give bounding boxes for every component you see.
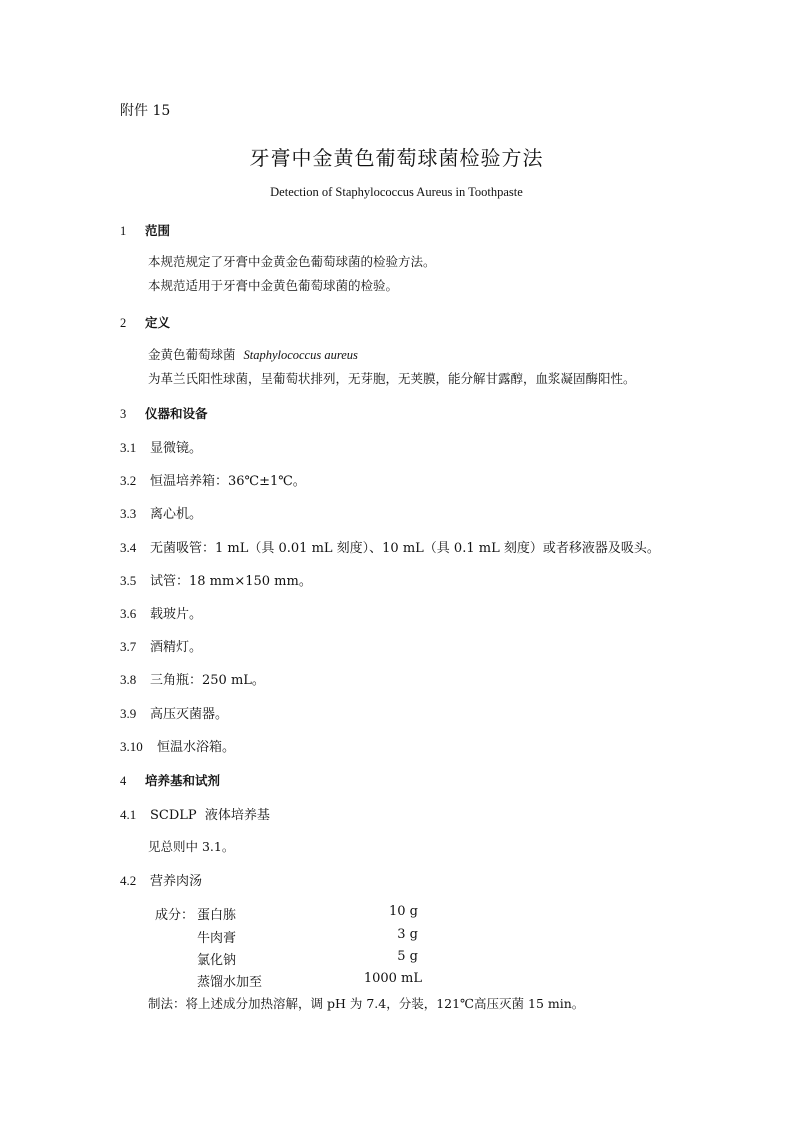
ingredient-name: 蒸馏水加至 xyxy=(197,975,263,990)
section-title: 仪器和设备 xyxy=(145,406,208,421)
item-number: 3.7 xyxy=(120,639,137,654)
equipment-item xyxy=(120,703,228,722)
section-title: 范围 xyxy=(145,223,171,238)
document-subtitle: Detection of Staphylococcus Aureus in Toothpaste xyxy=(270,185,523,199)
section-title: 定义 xyxy=(145,315,171,330)
subsection-4-1-heading xyxy=(120,804,270,823)
ingredients-label: 成分： xyxy=(155,908,195,923)
item-number: 3.4 xyxy=(120,540,137,555)
equipment-item xyxy=(120,636,202,655)
ingredient-amount: 1000 mL xyxy=(363,971,422,986)
preparation-method: 制法：将上述成分加热溶解，调 pH 为 7.4，分装，121℃高压灭菌 15 min。 xyxy=(148,996,585,1011)
section-number: 3 xyxy=(120,407,127,421)
section-number: 2 xyxy=(120,316,127,330)
item-text: 营养肉汤 xyxy=(150,874,203,889)
equipment-item xyxy=(120,470,306,489)
item-text: 恒温培养箱：36℃±1℃。 xyxy=(150,474,306,489)
item-number: 3.6 xyxy=(120,606,137,621)
section-number: 4 xyxy=(120,774,127,788)
definition-text: 为革兰氏阳性球菌，呈葡萄状排列，无芽胞，无荚膜，能分解甘露醇，血浆凝固酶阳性。 xyxy=(148,371,636,386)
item-text: 恒温水浴箱。 xyxy=(157,740,236,755)
equipment-item xyxy=(120,537,660,556)
item-text: 三角瓶：250 mL。 xyxy=(150,673,265,688)
scope-paragraph-2: 本规范适用于牙膏中金黄色葡萄球菌的检验。 xyxy=(148,278,399,293)
ingredient-name: 氯化钠 xyxy=(197,953,237,968)
item-number: 3.5 xyxy=(120,573,137,588)
item-number: 3.10 xyxy=(120,739,143,754)
ingredient-name: 蛋白胨 xyxy=(197,908,237,923)
section-1-heading xyxy=(120,221,170,239)
item-number: 3.8 xyxy=(120,672,137,687)
item-number: 4.2 xyxy=(120,873,137,888)
item-text: 高压灭菌器。 xyxy=(150,707,229,722)
subsection-4-1-body: 见总则中 3.1。 xyxy=(148,839,235,854)
item-number: 3.1 xyxy=(120,440,137,455)
definition-term xyxy=(148,345,358,363)
section-title: 培养基和试剂 xyxy=(145,773,221,788)
item-text: 酒精灯。 xyxy=(150,640,203,655)
equipment-item xyxy=(120,736,235,755)
section-number: 1 xyxy=(120,224,127,238)
annex-label: 附件 15 xyxy=(120,103,171,119)
equipment-item xyxy=(120,603,202,622)
ingredient-name: 牛肉膏 xyxy=(197,931,237,946)
subsection-4-2-heading xyxy=(120,870,202,889)
scope-paragraph-1: 本规范规定了牙膏中金黄金色葡萄球菌的检验方法。 xyxy=(148,254,436,269)
document-title: 牙膏中金黄色葡萄球菌检验方法 xyxy=(249,146,544,170)
item-text: 试管：18 mm×150 mm。 xyxy=(150,574,312,589)
ingredient-amount: 3 g xyxy=(397,927,418,942)
equipment-item xyxy=(120,669,265,688)
term-latin: Staphylococcus aureus xyxy=(243,348,358,362)
item-number: 3.2 xyxy=(120,473,137,488)
equipment-item xyxy=(120,503,202,522)
item-number: 4.1 xyxy=(120,807,137,822)
item-text: 显微镜。 xyxy=(150,441,203,456)
ingredient-amount: 5 g xyxy=(397,949,418,964)
item-number: 3.3 xyxy=(120,506,137,521)
section-4-heading xyxy=(120,771,220,789)
item-text: 离心机。 xyxy=(150,507,203,522)
section-2-heading xyxy=(120,313,170,331)
equipment-item xyxy=(120,570,312,589)
item-text: 载玻片。 xyxy=(150,607,203,622)
section-3-heading xyxy=(120,404,208,422)
item-number: 3.9 xyxy=(120,706,137,721)
equipment-item xyxy=(120,437,202,456)
term-chinese: 金黄色葡萄球菌 xyxy=(148,347,236,362)
item-text: 无菌吸管：1 mL（具 0.01 mL 刻度）、10 mL（具 0.1 mL 刻度）或者移液器及吸头。 xyxy=(150,541,660,556)
item-text: SCDLP 液体培养基 xyxy=(150,808,270,823)
ingredient-amount: 10 g xyxy=(389,904,418,919)
